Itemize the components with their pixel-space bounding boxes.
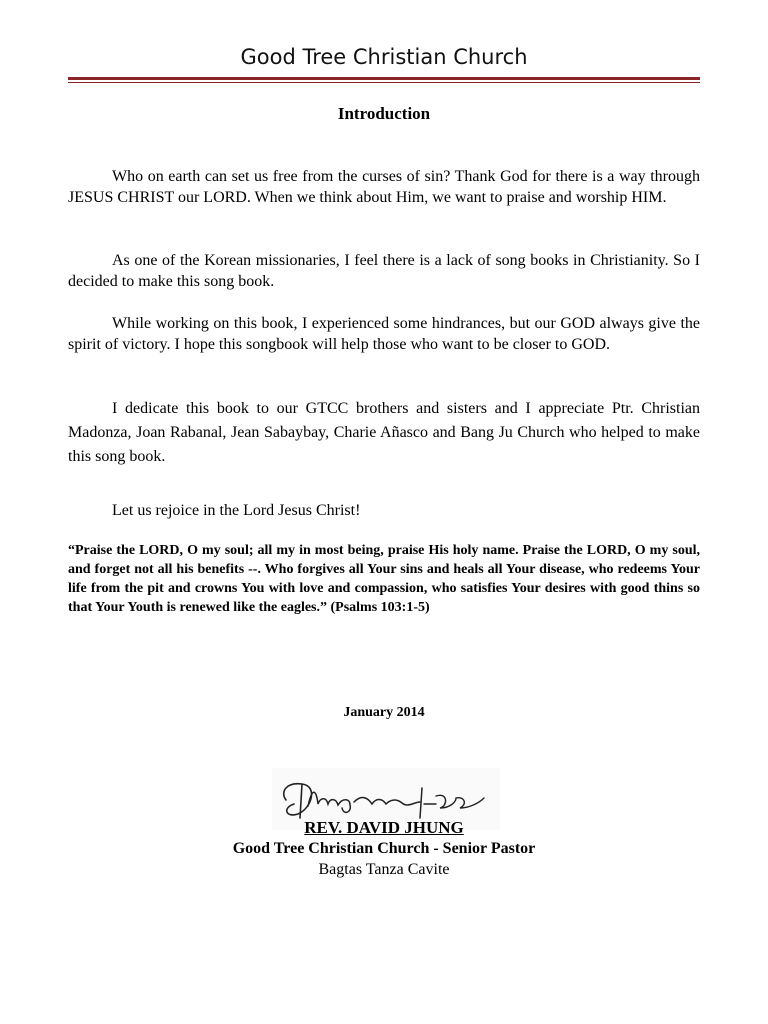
header-rule-thin	[68, 82, 700, 83]
paragraph-3: While working on this book, I experienced some hindrances, but our GOD always give the spirit of victory. I hope this songbook will help those who want to be closer to GOD.	[68, 315, 700, 353]
pastor-role: Good Tree Christian Church - Senior Pastor	[232, 840, 536, 857]
paragraph-1: Who on earth can set us free from the curses of sin? Thank God for there is a way through JESUS CHRIST our LORD. When we think about Him, we want to praise and worship HIM.	[68, 168, 700, 206]
header-title: Good Tree Christian Church	[240, 45, 528, 69]
paragraph-4: I dedicate this book to our GTCC brothers and sisters and I appreciate Ptr. Christian Madonza, Joan Rabanal, Jean Sabaybay, Charie Añasco and Bang Ju Church who helped to make this song book.	[68, 400, 700, 465]
scripture-quote	[68, 541, 700, 617]
quote-reference: (Psalms 103:1-5)	[330, 600, 430, 615]
quote-text: “Praise the LORD, O my soul; all my in most being, praise His holy name. Praise the LORD, O my soul, and forget not all his benefits --. Who forgives all Your sins and heals all Your disease, who redeems Your life from the pit and crowns You with love and compassion, who satisfies Your desires with good thins so that Your Youth is renewed like the eagles.”	[68, 543, 700, 615]
pastor-location: Bagtas Tanza Cavite	[318, 861, 450, 878]
pastor-name: REV. DAVID JHUNG	[304, 818, 464, 837]
header-rule-thick	[68, 77, 700, 80]
header-rule	[68, 77, 700, 83]
date: January 2014	[343, 705, 425, 720]
document-heading: Introduction	[337, 104, 431, 123]
paragraph-2: As one of the Korean missionaries, I feel there is a lack of song books in Christianity. So I decided to make this song book.	[68, 252, 700, 290]
rejoice-line: Let us rejoice in the Lord Jesus Christ!	[112, 502, 361, 519]
